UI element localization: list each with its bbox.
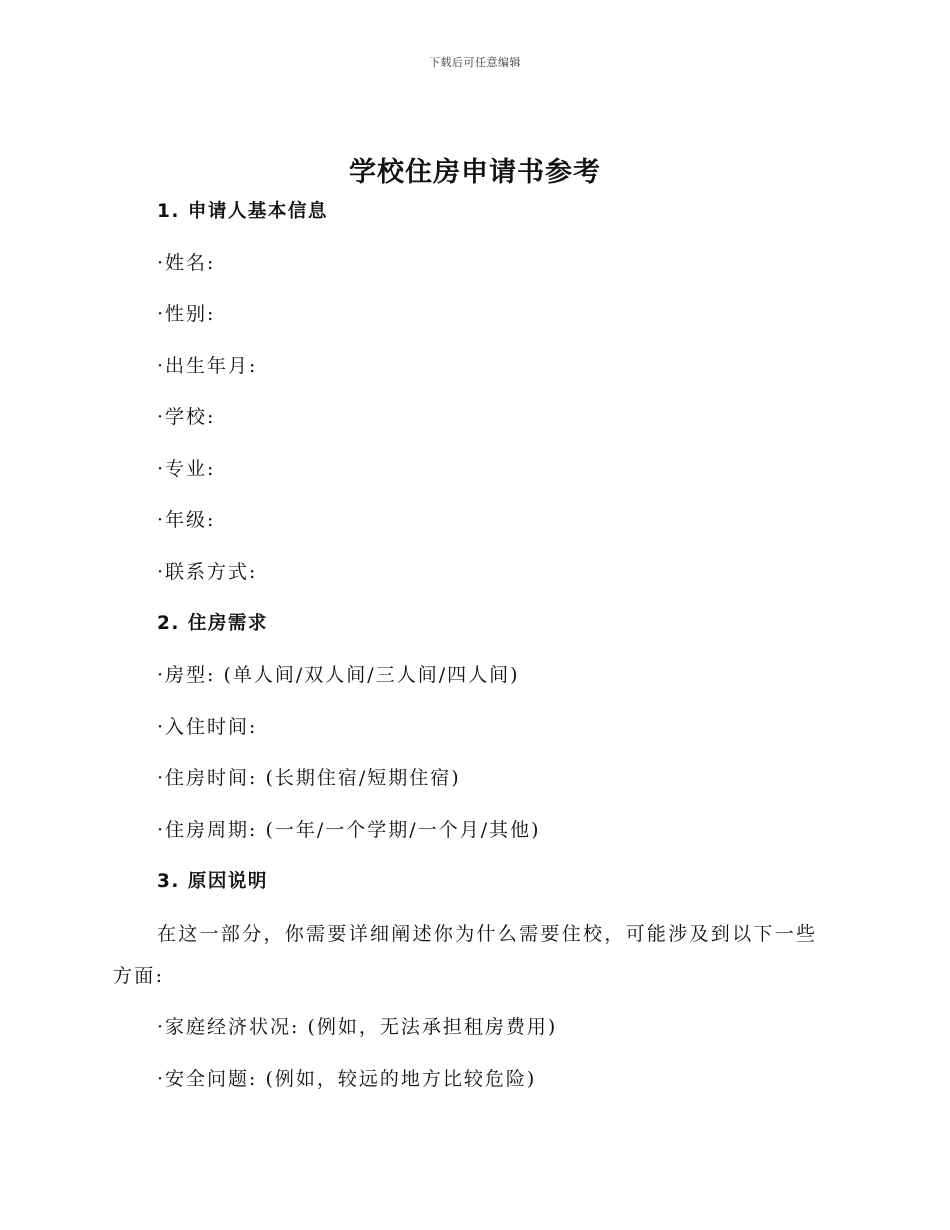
section-2-heading: 2. 住房需求 [157,613,268,634]
reason-finance: ·家庭经济状况: (例如，无法承担租房费用) [157,1016,558,1038]
field-grade: ·年级: [157,509,216,531]
section-3-heading: 3. 原因说明 [157,871,268,892]
section-1-heading: 1. 申请人基本信息 [157,201,328,222]
page-title: 学校住房申请书参考 [349,157,601,188]
section-3-paragraph: 在这一部分，你需要详细阐述你为什么需要住校，可能涉及到以下一些方面: [113,923,818,987]
field-name: ·姓名: [157,252,216,274]
field-school: ·学校: [157,406,216,428]
field-contact: ·联系方式: [157,561,258,583]
field-birth: ·出生年月: [157,355,258,377]
field-major: ·专业: [157,458,216,480]
field-stay-time: ·住房时间: (长期住宿/短期住宿) [157,767,461,789]
field-stay-period: ·住房周期: (一年/一个学期/一个月/其他) [157,819,541,841]
field-gender: ·性别: [157,303,216,325]
reason-safety: ·安全问题: (例如，较远的地方比较危险) [157,1068,537,1090]
field-move-in-time: ·入住时间: [157,716,258,738]
header-note: 下载后可任意编辑 [429,56,521,69]
field-room-type: ·房型: (单人间/双人间/三人间/四人间) [157,664,520,686]
